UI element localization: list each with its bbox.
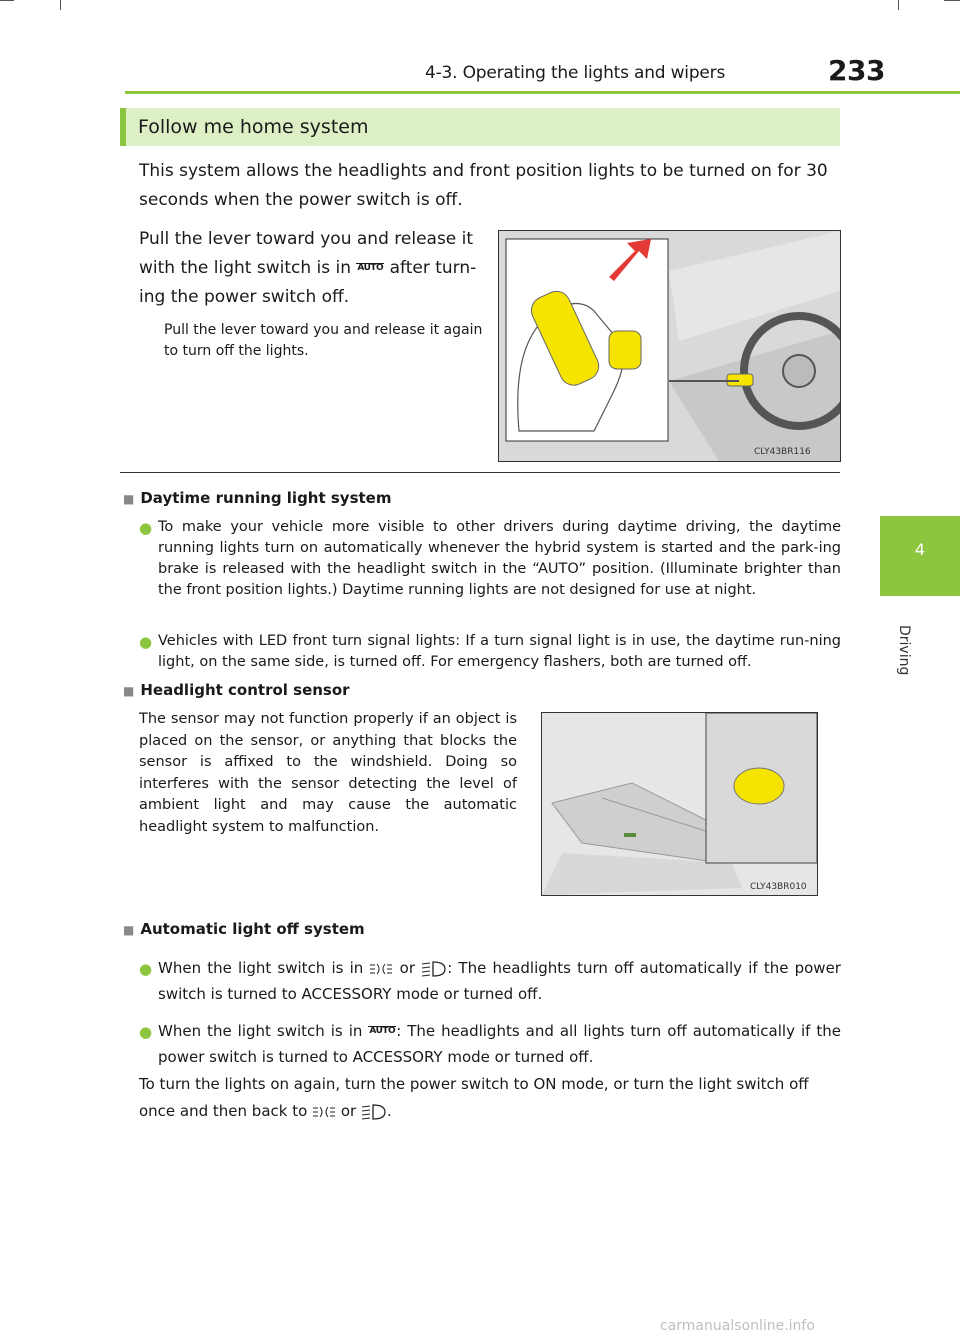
section-divider	[120, 472, 840, 473]
circle-bullet-icon: ●	[139, 633, 153, 651]
lever-figure	[498, 230, 841, 462]
closing-period: .	[386, 1102, 392, 1120]
subheading-sensor-text: Headlight control sensor	[140, 681, 350, 699]
instruction-note: Pull the lever toward you and release it again to turn off the lights.	[164, 322, 483, 359]
circle-bullet-icon: ●	[139, 519, 153, 537]
bullet-text: When the light switch is in	[158, 959, 364, 977]
subheading-daytime	[123, 489, 391, 507]
square-bullet-icon: ■	[123, 923, 135, 937]
position-light-icon	[369, 961, 393, 977]
or-text: or	[340, 1102, 357, 1120]
lever-illustration	[499, 231, 840, 461]
crop-mark	[0, 0, 14, 1]
sensor-figure-code: CLY43BR010	[750, 882, 807, 892]
instruction-paragraph	[139, 225, 484, 312]
sensor-paragraph: The sensor may not function properly if an object is placed on the sensor, or anything that blocks the sensor is affixed to the windshield. Doing so interferes with the sensor detecting the level of ambient light and may cause the automatic headlight system to malfunction.	[139, 711, 517, 835]
closing-text: To turn the lights on again, turn the power switch to ON mode, or turn the light switch off once and then back to	[139, 1075, 809, 1120]
instruction-text-b: after turn-ing the power switch off.	[139, 258, 477, 307]
page-number: 233	[828, 54, 885, 87]
instruction-text-a: Pull the lever toward you and release it with the light switch is in	[139, 229, 474, 278]
chapter-number: 4	[914, 540, 926, 559]
bullet-item	[139, 631, 841, 673]
subheading-sensor	[123, 681, 350, 699]
bullet-text: : The headlights and all lights turn off automatically if the power switch is turned to ACCESSORY mode or turned off.	[158, 1022, 841, 1066]
bullet-item	[139, 955, 841, 1007]
square-bullet-icon: ■	[123, 684, 135, 698]
headlight-icon	[361, 1103, 387, 1121]
crop-mark	[898, 0, 899, 10]
position-light-icon	[312, 1104, 336, 1120]
section-heading-bar	[120, 108, 126, 146]
sensor-figure	[541, 712, 818, 896]
intro-paragraph: This system allows the headlights and front position lights to be turned on for 30 seconds when the power switch is off.	[139, 161, 828, 210]
chapter-label: Driving	[896, 625, 912, 676]
bullet-text: Vehicles with LED front turn signal lights: If a turn signal light is in use, the daytime run-ning light, on the same side, is turned off. For emergency flashers, both are turned off.	[158, 633, 841, 670]
auto-icon: AUTO	[357, 263, 384, 273]
header-rule	[125, 91, 960, 94]
crop-mark	[60, 0, 61, 10]
or-text: or	[399, 959, 416, 977]
circle-bullet-icon: ●	[139, 1023, 153, 1041]
sensor-illustration	[542, 713, 817, 895]
headlight-icon	[421, 960, 447, 978]
subheading-daytime-text: Daytime running light system	[140, 489, 392, 507]
watermark: carmanualsonline.info	[660, 1318, 815, 1334]
closing-paragraph	[139, 1071, 844, 1125]
auto-icon: AUTO	[369, 1026, 396, 1036]
subheading-auto-off	[123, 920, 365, 938]
lever-figure-code: CLY43BR116	[754, 447, 811, 457]
section-heading: Follow me home system	[138, 116, 369, 138]
bullet-text: : The headlights turn off automatically if the power switch is turned to ACCESSORY mode or turned off.	[158, 959, 841, 1003]
bullet-item	[139, 1018, 841, 1070]
subheading-auto-off-text: Automatic light off system	[140, 920, 365, 938]
crop-mark	[944, 0, 960, 1]
bullet-item	[139, 517, 841, 601]
circle-bullet-icon: ●	[139, 960, 153, 978]
bullet-text: To make your vehicle more visible to other drivers during daytime driving, the daytime running lights turn on automatically whenever the hybrid system is started and the park-ing brake is released with the headlight switch in the “AUTO” position. (Illuminate brighter than the front position lights.) Daytime running lights are not designed for use at night.	[158, 519, 841, 598]
bullet-text: When the light switch is in	[158, 1022, 363, 1040]
square-bullet-icon: ■	[123, 492, 135, 506]
running-header: 4-3. Operating the lights and wipers	[425, 63, 726, 83]
